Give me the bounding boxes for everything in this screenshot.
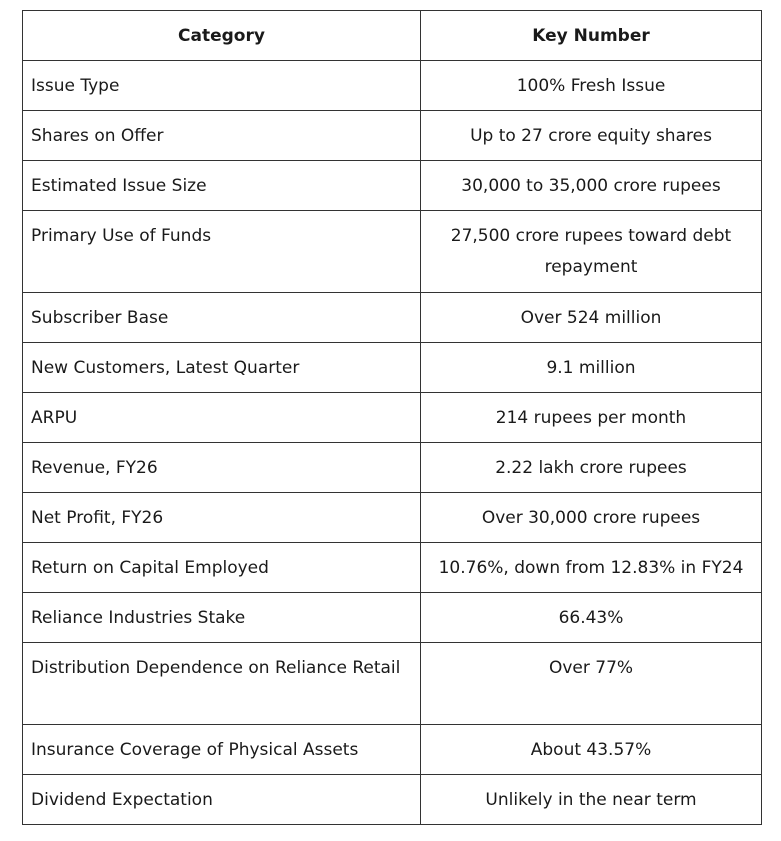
value-cell: 30,000 to 35,000 crore rupees [421,161,762,211]
table-row [23,61,762,111]
table-row [23,211,762,293]
value-cell: 214 rupees per month [421,393,762,443]
header-key-number: Key Number [421,11,762,61]
category-cell: Dividend Expectation [23,775,421,825]
category-cell: Revenue, FY26 [23,443,421,493]
value-cell: Over 77% [421,643,762,725]
table-row [23,543,762,593]
table-row [23,493,762,543]
table-row [23,775,762,825]
category-cell: Subscriber Base [23,293,421,343]
value-cell: Over 524 million [421,293,762,343]
table-row [23,393,762,443]
table-row [23,725,762,775]
value-cell: 27,500 crore rupees toward debt repayment [421,211,762,293]
value-cell: About 43.57% [421,725,762,775]
table-row [23,161,762,211]
table-row [23,643,762,725]
table-row [23,593,762,643]
value-cell: Unlikely in the near term [421,775,762,825]
category-cell: Distribution Dependence on Reliance Retail [23,643,421,725]
category-cell: Estimated Issue Size [23,161,421,211]
key-numbers-table-container [22,10,762,825]
header-category: Category [23,11,421,61]
table-row [23,343,762,393]
key-numbers-table [22,10,762,825]
category-cell: Insurance Coverage of Physical Assets [23,725,421,775]
table-row [23,293,762,343]
category-cell: Reliance Industries Stake [23,593,421,643]
category-cell: Primary Use of Funds [23,211,421,293]
category-cell: Shares on Offer [23,111,421,161]
category-cell: Net Profit, FY26 [23,493,421,543]
category-cell: New Customers, Latest Quarter [23,343,421,393]
category-cell: Issue Type [23,61,421,111]
value-cell: 66.43% [421,593,762,643]
table-row [23,111,762,161]
value-cell: 100% Fresh Issue [421,61,762,111]
value-cell: Over 30,000 crore rupees [421,493,762,543]
table-row [23,443,762,493]
value-cell: Up to 27 crore equity shares [421,111,762,161]
category-cell: ARPU [23,393,421,443]
category-cell: Return on Capital Employed [23,543,421,593]
value-cell: 2.22 lakh crore rupees [421,443,762,493]
value-cell: 10.76%, down from 12.83% in FY24 [421,543,762,593]
table-header-row [23,11,762,61]
value-cell: 9.1 million [421,343,762,393]
